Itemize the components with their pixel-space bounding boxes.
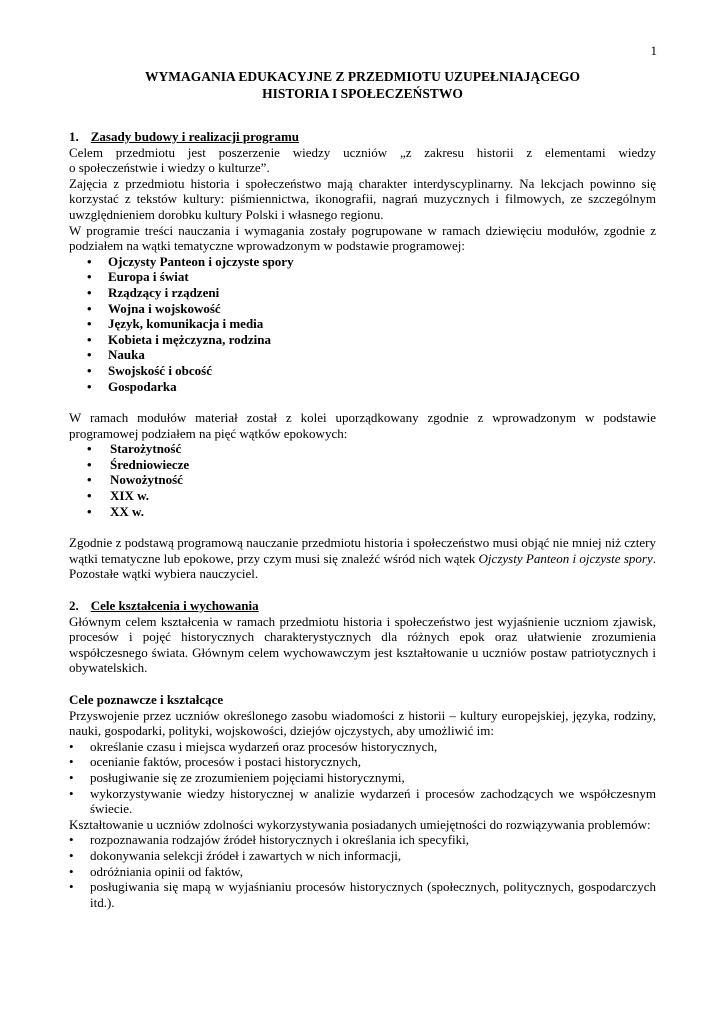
list-item: • posługiwania się mapą w wyjaśnianiu procesów historycznych (społecznych, politycznych, gospodarczych itd.). bbox=[69, 879, 656, 910]
section-2-number: 2. bbox=[69, 598, 79, 614]
section-2-title: Cele kształcenia i wychowania bbox=[90, 598, 259, 614]
epochs-list bbox=[69, 441, 656, 519]
list-item: • odróżniania opinii od faktów, bbox=[69, 864, 656, 880]
list-item: • posługiwanie się ze zrozumieniem pojęciami historycznymi, bbox=[69, 770, 656, 786]
list-item: • wykorzystywanie wiedzy historycznej w analizie wydarzeń i procesów zachodzących we współczesnym świecie. bbox=[69, 786, 656, 817]
list-item: • Swojskość i obcość bbox=[69, 363, 656, 379]
subsection-heading: Cele poznawcze i kształcące bbox=[69, 692, 224, 707]
list-item: • ocenianie faktów, procesów i postaci historycznych, bbox=[69, 754, 656, 770]
title-line-1: WYMAGANIA EDUKACYJNE Z PRZEDMIOTU UZUPEŁNIAJĄCEGO bbox=[144, 69, 581, 84]
p5-start: Zgodnie z podstawą programową nauczanie przedmiotu historia i społeczeństwo musi objąć nie mniej niż cztery wątki tematyczne lub epokowe, przy czym musi się znaleźć wśród nich wątek bbox=[69, 535, 656, 566]
list-item: • XX w. bbox=[69, 504, 656, 520]
section-1-paragraph-5 bbox=[69, 535, 656, 582]
section-1-paragraph-1-line-1: Celem przedmiotu jest poszerzenie wiedzy uczniów „z zakresu historii z elementami wiedzy bbox=[69, 144, 656, 160]
skills-goals-list bbox=[69, 832, 656, 910]
list-item: • Gospodarka bbox=[69, 379, 656, 395]
page-number: 1 bbox=[650, 43, 657, 58]
list-item: • XIX w. bbox=[69, 488, 656, 504]
list-item: • Nowożytność bbox=[69, 472, 656, 488]
modules-list bbox=[69, 254, 656, 394]
section-1-paragraph-4: W ramach modułów materiał został z kolei uporządkowany zgodnie z wprowadzonym w podstawie programowej podziałem na pięć wątków epokowych: bbox=[69, 410, 656, 441]
document-title bbox=[69, 68, 656, 102]
section-2-paragraph-2: Przyswojenie przez uczniów określonego zasobu wiadomości z historii – kultury europejskiej, języka, rodziny, nauki, gospodarki, polityki, wojskowości, dziejów ojczystych, aby umożliwić im: bbox=[69, 707, 656, 739]
section-1-heading bbox=[69, 129, 656, 145]
p5-end: . Pozostałe wątki wybiera nauczyciel. bbox=[69, 550, 656, 582]
section-2-paragraph-1: Głównym celem kształcenia w ramach przedmiotu historia i społeczeństwo jest wyjaśnienie uczniom zjawisk, procesów i pojęć historycznych charakterystycznych dla różnych epok oraz ułatwienie zrozumienia współczesnego świata. Głównym celem wychowawczym jest kształtowanie u uczniów postaw patriotycznych i obywatelskich. bbox=[69, 613, 656, 676]
list-item: • Średniowiecze bbox=[69, 457, 656, 473]
list-item: • Starożytność bbox=[69, 441, 656, 457]
list-item: • dokonywania selekcji źródeł i zawartych w nich informacji, bbox=[69, 848, 656, 864]
list-item: • Nauka bbox=[69, 347, 656, 363]
section-1-paragraph-1-line-2: o społeczeństwie i wiedzy o kulturze”. bbox=[69, 160, 270, 176]
list-item: • Język, komunikacja i media bbox=[69, 316, 656, 332]
section-1-paragraph-2: Zajęcia z przedmiotu historia i społeczeństwo mają charakter interdyscyplinarny. Na lekcjach powinno się korzystać z tekstów kultury: piśmiennictwa, ikonografii, nagrań muzycznych i filmowych, ze szczególnym uwzględnieniem dorobku kultury Polski i własnego regionu. bbox=[69, 175, 656, 222]
p5-italic: Ojczysty Panteon i ojczyste spory bbox=[478, 550, 653, 566]
list-item: • Kobieta i mężczyzna, rodzina bbox=[69, 332, 656, 348]
list-item: • określanie czasu i miejsca wydarzeń oraz procesów historycznych, bbox=[69, 739, 656, 755]
section-2-heading bbox=[69, 598, 656, 614]
section-1-paragraph-3: W programie treści nauczania i wymagania zostały pogrupowane w ramach dziewięciu modułów, zgodnie z podziałem na wątki tematyczne wprowadzonym w podstawie programowej: bbox=[69, 222, 656, 254]
title-line-2: HISTORIA I SPOŁECZEŃSTWO bbox=[262, 86, 463, 101]
list-item: • Europa i świat bbox=[69, 269, 656, 285]
list-item: • Ojczysty Panteon i ojczyste spory bbox=[69, 254, 656, 270]
cognitive-goals-list bbox=[69, 739, 656, 817]
section-1-number: 1. bbox=[69, 129, 79, 144]
document-body bbox=[69, 68, 656, 910]
section-2-paragraph-3: Kształtowanie u uczniów zdolności wykorzystywania posiadanych umiejętności do rozwiązywania problemów: bbox=[69, 816, 651, 832]
list-item: • Rządzący i rządzeni bbox=[69, 285, 656, 301]
section-1-title: Zasady budowy i realizacji programu bbox=[90, 129, 300, 144]
list-item: • rozpoznawania rodzajów źródeł historycznych i określania ich specyfiki, bbox=[69, 832, 656, 848]
list-item: • Wojna i wojskowość bbox=[69, 301, 656, 317]
